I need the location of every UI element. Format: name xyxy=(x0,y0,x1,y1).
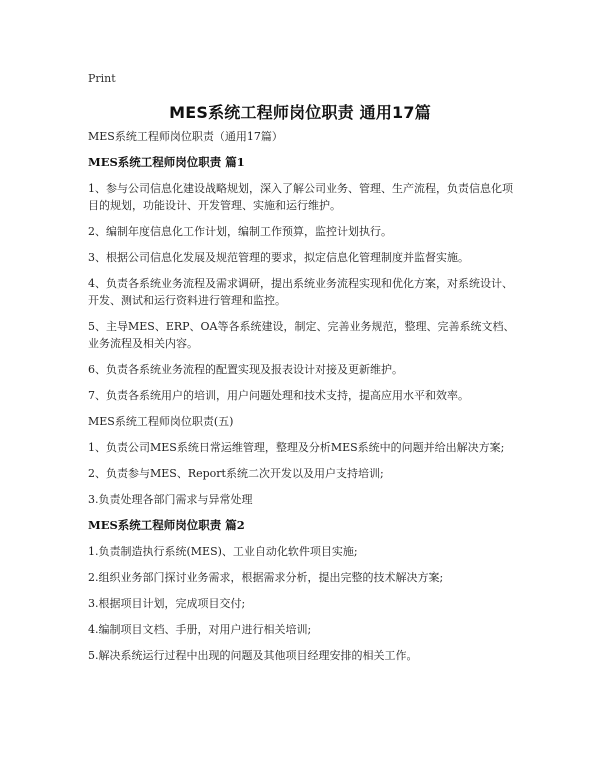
paragraph: 3.根据项目计划，完成项目交付; xyxy=(88,597,246,610)
paragraph: 1.负责制造执行系统(MES)、工业自动化软件项目实施; xyxy=(88,545,358,558)
paragraph: MES系统工程师岗位职责(五) xyxy=(88,415,234,428)
paragraph: 2.组织业务部门探讨业务需求，根据需求分析，提出完整的技术解决方案; xyxy=(88,571,444,584)
paragraph: 2、负责参与MES、Report系统二次开发以及用户支持培训; xyxy=(88,467,384,480)
paragraph: 6、负责各系统业务流程的配置实现及报表设计对接及更新维护。 xyxy=(88,363,403,376)
paragraph: 1、负责公司MES系统日常运维管理，整理及分析MES系统中的问题并给出解决方案; xyxy=(88,441,505,454)
document-body xyxy=(88,128,518,673)
document-title: MES系统工程师岗位职责 通用17篇 xyxy=(169,103,431,122)
section-heading-2: MES系统工程师岗位职责 篇2 xyxy=(88,518,245,532)
paragraph: 1、参与公司信息化建设战略规划，深入了解公司业务、管理、生产流程，负责信息化项目的规划，功能设计、开发管理、实施和运行维护。 xyxy=(88,182,513,212)
paragraph: 4、负责各系统业务流程及需求调研，提出系统业务流程实现和优化方案，对系统设计、开发、测试和运行资料进行管理和监控。 xyxy=(88,277,513,307)
paragraph: 3.负责处理各部门需求与异常处理 xyxy=(88,493,253,506)
paragraph: 4.编制项目文档、手册，对用户进行相关培训; xyxy=(88,623,312,636)
paragraph: 5.解决系统运行过程中出现的问题及其他项目经理安排的相关工作。 xyxy=(88,649,418,662)
section-heading-1: MES系统工程师岗位职责 篇1 xyxy=(88,155,245,169)
paragraph: 3、根据公司信息化发展及规范管理的要求，拟定信息化管理制度并监督实施。 xyxy=(88,251,469,264)
paragraph: 7、负责各系统用户的培训，用户问题处理和技术支持，提高应用水平和效率。 xyxy=(88,389,469,402)
paragraph: 2、编制年度信息化工作计划，编制工作预算，监控计划执行。 xyxy=(88,225,392,238)
print-label: Print xyxy=(88,72,116,85)
intro-line: MES系统工程师岗位职责（通用17篇） xyxy=(88,130,283,143)
paragraph: 5、主导MES、ERP、OA等各系统建设，制定、完善业务规范，整理、完善系统文档、业务流程及相关内容。 xyxy=(88,320,515,350)
